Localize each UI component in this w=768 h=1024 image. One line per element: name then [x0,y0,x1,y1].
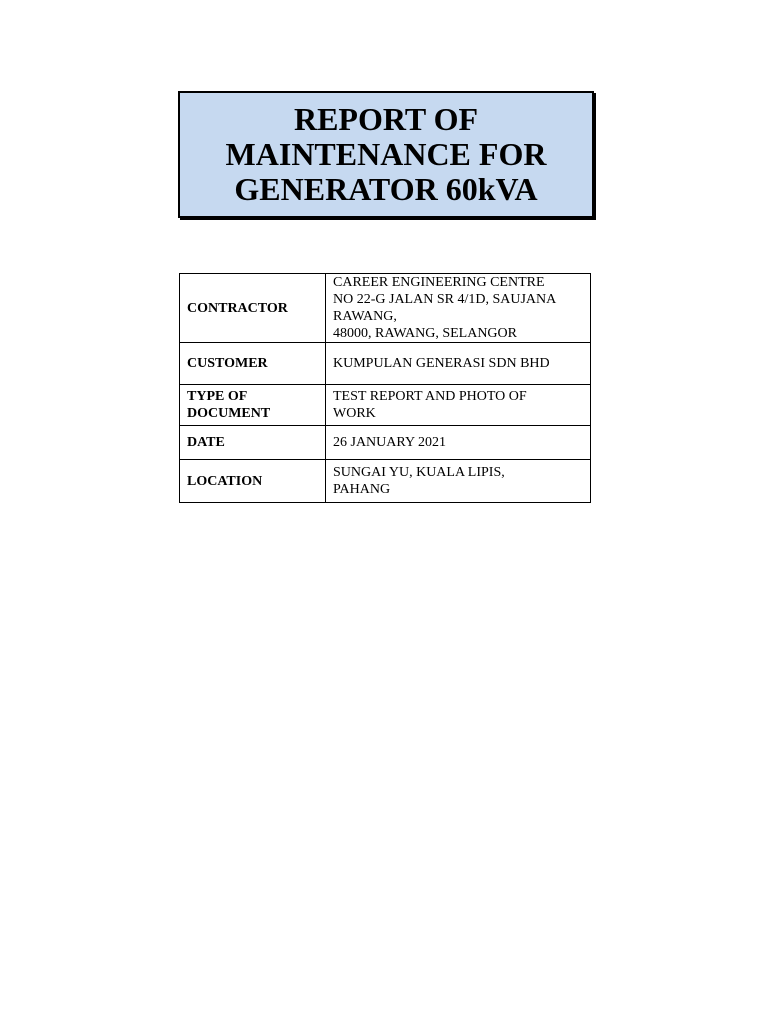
table-row-location [180,460,591,503]
table-row-date [180,426,591,460]
contractor-address-line: CAREER ENGINEERING CENTRE [333,275,545,290]
contractor-value [326,274,591,343]
location-value-line: PAHANG [333,482,391,497]
document-type-value-line: WORK [333,406,376,421]
report-title-box [178,91,594,218]
location-value [326,460,591,503]
customer-value: KUMPULAN GENERASI SDN BHD [326,343,591,385]
report-title-line: REPORT OF [293,101,479,137]
document-type-label [180,385,326,426]
report-details-table [179,273,591,503]
document-type-label-line: DOCUMENT [187,406,271,421]
location-value-line: SUNGAI YU, KUALA LIPIS, [333,465,505,480]
table-row-customer [180,343,591,385]
contractor-address-line: RAWANG, [333,309,397,324]
document-type-value [326,385,591,426]
table-row-document-type [180,385,591,426]
location-label: LOCATION [180,460,326,503]
customer-label: CUSTOMER [180,343,326,385]
report-title [220,102,553,207]
date-value: 26 JANUARY 2021 [326,426,591,460]
contractor-address-line: NO 22-G JALAN SR 4/1D, SAUJANA [333,292,557,307]
contractor-address-line: 48000, RAWANG, SELANGOR [333,326,517,341]
contractor-label: CONTRACTOR [180,274,326,343]
table-row-contractor [180,274,591,343]
report-title-line: GENERATOR 60kVA [234,171,538,207]
date-label: DATE [180,426,326,460]
document-type-value-line: TEST REPORT AND PHOTO OF [333,389,527,404]
document-type-label-line: TYPE OF [187,389,248,404]
report-title-line: MAINTENANCE FOR [225,136,547,172]
